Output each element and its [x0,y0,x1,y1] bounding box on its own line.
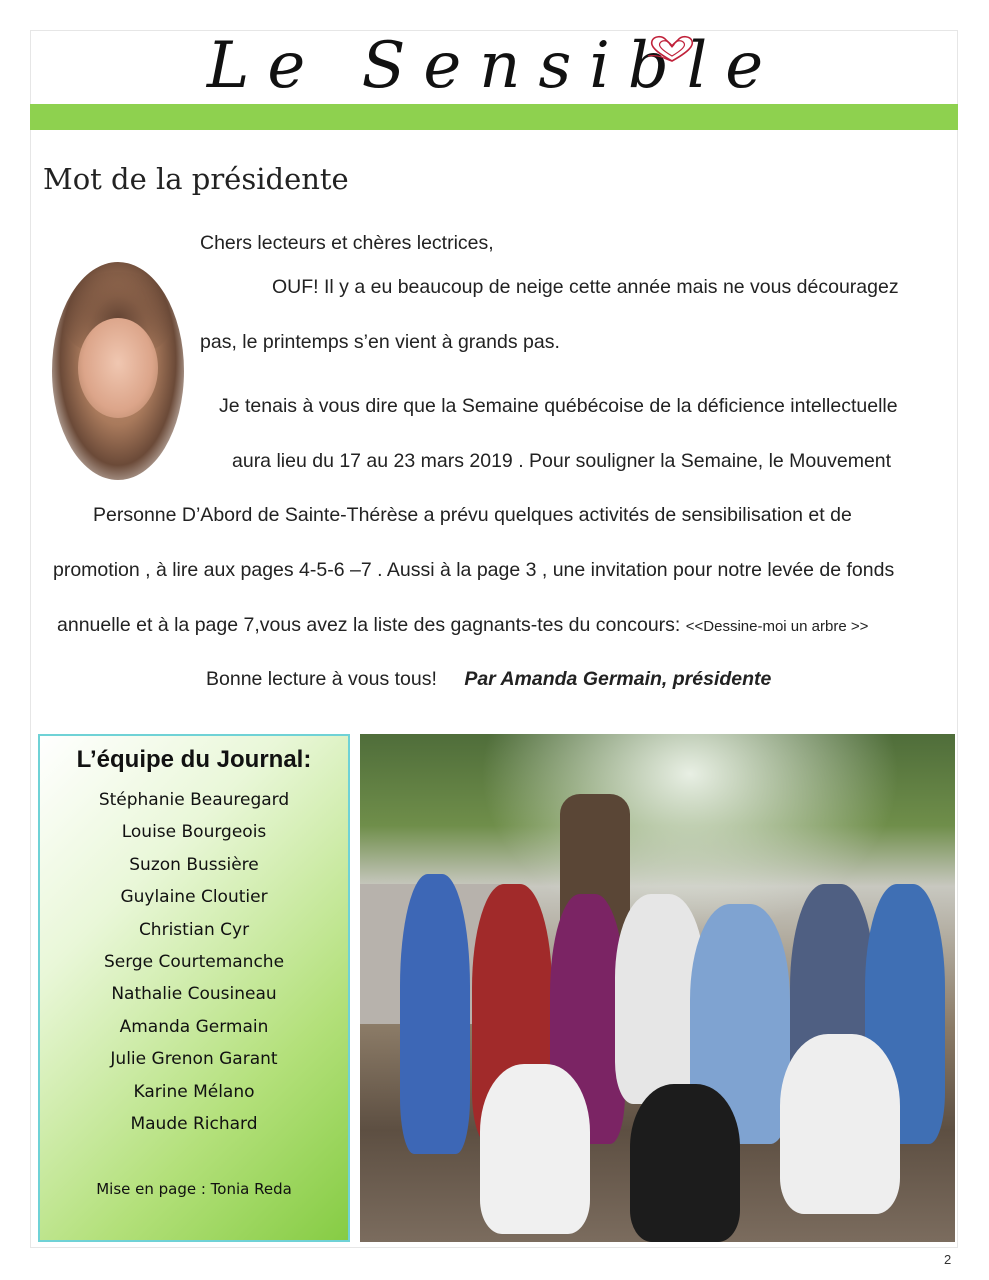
team-member: Nathalie Cousineau [111,984,277,1005]
team-member: Louise Bourgeois [121,822,267,843]
team-member: Julie Grenon Garant [110,1049,278,1070]
letter-line: aura lieu du 17 au 23 mars 2019 . Pour souligner la Semaine, le Mouvement [232,450,892,472]
layout-credit: Mise en page : Tonia Reda [96,1180,292,1198]
photo-person [480,1064,590,1234]
team-member: Guylaine Cloutier [120,887,268,908]
letter-line: Je tenais à vous dire que la Semaine québécoise de la déficience intellectuelle [219,395,898,417]
photo-person [780,1034,900,1214]
team-member: Suzon Bussière [129,854,259,875]
letter-line: annuelle et à la page 7,vous avez la liste des gagnants-tes du concours: [57,614,681,636]
team-member: Karine Mélano [133,1081,255,1102]
photo-person [400,874,470,1154]
heart-icon [646,34,698,64]
contest-title: <<Dessine-moi un arbre >> [685,618,869,635]
letter-greeting: Chers lecteurs et chères lectrices, [200,232,494,254]
team-list [40,784,348,1140]
team-member: Stéphanie Beauregard [98,790,290,810]
masthead-title: Le Sensible [206,29,782,103]
letter-line: promotion , à lire aux pages 4-5-6 –7 . Aussi à la page 3 , une invitation pour notre levée de fonds [53,559,895,581]
president-portrait [52,262,184,480]
letter-line-contest [57,614,868,637]
team-group-photo [360,734,955,1242]
letter-line: Personne D’Abord de Sainte-Thérèse a prévu quelques activités de sensibilisation et de [93,504,852,526]
portrait-face [78,318,158,418]
team-member: Christian Cyr [138,919,250,940]
letter-line: OUF! Il y a eu beaucoup de neige cette année mais ne vous découragez [272,276,899,298]
team-member: Serge Courtemanche [103,952,285,973]
page-number: 2 [944,1252,952,1267]
masthead [30,30,958,102]
section-title: Mot de la présidente [43,162,349,196]
team-box [38,734,350,1242]
photo-person [630,1084,740,1242]
team-member: Amanda Germain [119,1016,269,1037]
letter-line: pas, le printemps s’en vient à grands pas. [200,331,560,353]
letter-closing-line [206,668,771,691]
letter-signature: Par Amanda Germain, présidente [464,668,772,690]
team-title: L’équipe du Journal: [76,746,312,773]
letter-closing: Bonne lecture à vous tous! [206,668,437,690]
team-member: Maude Richard [130,1114,258,1135]
header-divider-bar [30,104,958,130]
